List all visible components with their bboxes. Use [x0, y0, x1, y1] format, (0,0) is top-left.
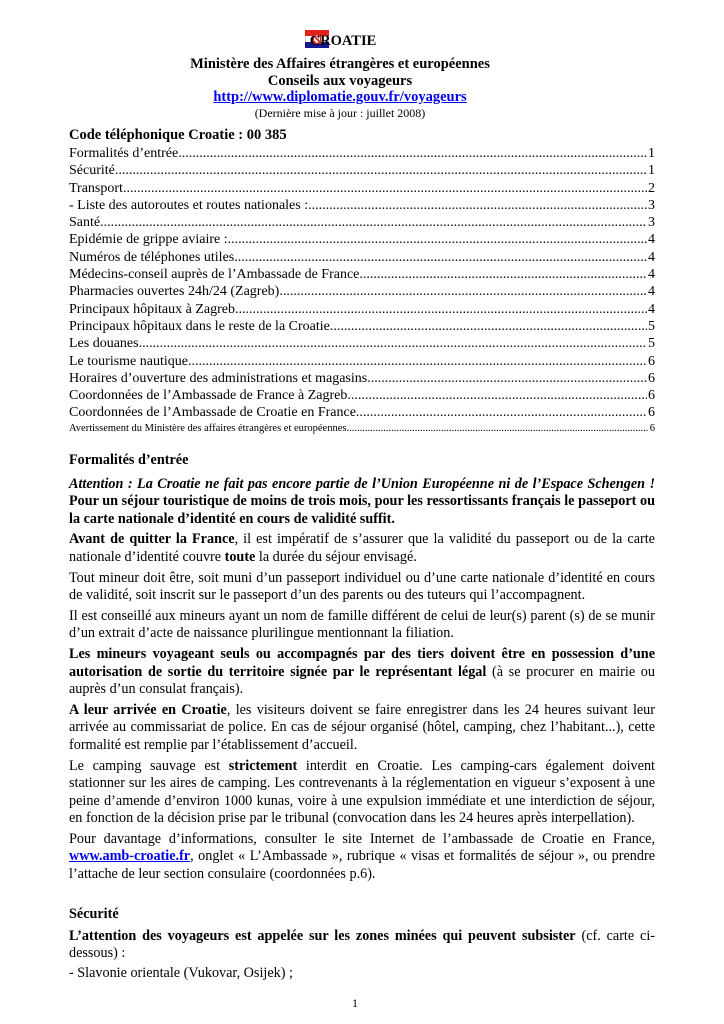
toc-leader-dots: [330, 319, 647, 335]
toc-entry[interactable]: [69, 163, 655, 180]
toc-entry[interactable]: [69, 232, 655, 249]
toc-label: Epidémie de grippe aviaire :: [69, 232, 228, 248]
toc-entry[interactable]: [69, 181, 655, 198]
sejour-text: Pour un séjour touristique de moins de trois mois, pour les ressortissants français le passeport ou la carte nationale d’identité en cours de validité suffit.: [69, 493, 655, 527]
subtitle: Conseils aux voyageurs: [267, 73, 413, 89]
toc-label: Transport: [69, 180, 123, 196]
toc-entry[interactable]: [69, 302, 655, 319]
toc-leader-dots: [123, 181, 647, 197]
toc-leader-dots: [139, 336, 647, 352]
toc-page-number: 4: [648, 232, 655, 248]
page-number: 1: [352, 996, 358, 1010]
toc-leader-dots: [115, 163, 647, 179]
toc-page-number: 6: [648, 388, 655, 404]
toc-leader-dots: [308, 198, 647, 214]
toc-entry[interactable]: [69, 198, 655, 215]
toc-entry[interactable]: [69, 319, 655, 336]
toc-leader-dots: [100, 215, 647, 231]
update-date: (Dernière mise à jour : juillet 2008): [254, 106, 426, 120]
zones-minees-end: (cf. carte ci-dessous) :: [69, 927, 655, 962]
toc-label: Horaires d’ouverture des administrations et magasins: [69, 370, 368, 386]
toc-leader-dots: [346, 423, 648, 434]
toc-leader-dots: [347, 388, 647, 404]
country-title: CROATIE: [309, 33, 377, 49]
toc-label: Les douanes: [69, 336, 139, 352]
attention-text: Attention : La Croatie ne fait pas encore partie de l’Union Européenne ni de l’Espace Schengen !: [69, 475, 655, 492]
camping-text-end: interdit en Croatie. Les camping-cars également doivent stationner sur les aires de camping. Les contrevenants à la réglementation en vigueur s’exposent à une peine d’amende d’environ 1000 kunas, voire à une expulsion immédiate et une interdiction de séjour, en fonction de la décision prise par le tribunal (convocation dans les 24 heures après interpellation).: [69, 757, 655, 827]
ambassade-link[interactable]: www.amb-croatie.fr: [69, 848, 191, 865]
phone-code: Code téléphonique Croatie : 00 385: [69, 127, 287, 143]
toc-entry[interactable]: [69, 336, 655, 353]
toc-leader-dots: [178, 146, 647, 162]
toc-entry[interactable]: [69, 284, 655, 301]
toc-label: Pharmacies ouvertes 24h/24 (Zagreb): [69, 284, 280, 300]
toc-leader-dots: [279, 284, 647, 300]
table-of-contents: [69, 146, 655, 440]
toc-page-number: 6: [648, 353, 655, 369]
toc-label: Le tourisme nautique: [69, 353, 188, 369]
mineurs-seuls-text: Les mineurs voyageant seuls ou accompagnés par des tiers doivent être en possession d’une autorisation de sortie du territoire signée par le représentant légal: [69, 645, 655, 680]
zones-minees-text: L’attention des voyageurs est appelée sur les zones minées qui peuvent subsister: [69, 927, 576, 944]
toc-page-number: 1: [648, 163, 655, 179]
toc-page-number: 4: [648, 267, 655, 283]
conseille-paragraph: Il est conseillé aux mineurs ayant un nom de famille différent de celui de leur(s) parent (s) de se munir d’un extrait d’acte de naissance plurilingue mentionnant la filiation.: [69, 607, 655, 642]
list-item: - Slavonie orientale (Vukovar, Osijek) ;: [69, 964, 293, 981]
toc-label: Coordonnées de l’Ambassade de France à Zagreb: [69, 388, 348, 404]
ministry-link[interactable]: http://www.diplomatie.gouv.fr/voyageurs: [213, 89, 467, 105]
avant-label: Avant de quitter la France: [69, 531, 235, 548]
toc-entry[interactable]: [69, 423, 655, 440]
toc-leader-dots: [235, 302, 647, 318]
toc-entry[interactable]: [69, 354, 655, 371]
section-title: Sécurité: [69, 906, 119, 922]
toc-page-number: 2: [648, 180, 655, 196]
toc-page-number: 6: [649, 422, 655, 434]
toc-label: Coordonnées de l’Ambassade de Croatie en France: [69, 405, 356, 421]
toc-entry[interactable]: [69, 146, 655, 163]
toc-leader-dots: [188, 354, 647, 370]
toc-page-number: 5: [648, 318, 655, 334]
toc-entry[interactable]: [69, 405, 655, 422]
toc-page-number: 4: [648, 249, 655, 265]
toc-label: - Liste des autoroutes et routes nationales :: [69, 197, 309, 213]
toc-page-number: 4: [648, 301, 655, 317]
arrivee-text: , les visiteurs doivent se faire enregistrer dans les 24 heures suivant leur arrivée au commissariat de police. En cas de séjour organisé (hôtel, camping, chez l’habitant...), cette formalité est remplie par l’établissement d’accueil.: [69, 701, 655, 753]
toc-page-number: 5: [648, 336, 655, 352]
section-formalites: [69, 452, 655, 884]
toc-entry[interactable]: [69, 267, 655, 284]
section-title: Formalités d’entrée: [69, 452, 189, 468]
toc-leader-dots: [367, 371, 647, 387]
toc-label: Sécurité: [69, 163, 115, 179]
strictement-word: strictement: [228, 757, 298, 774]
toc-page-number: 3: [648, 197, 655, 213]
toc-page-number: 1: [648, 146, 655, 161]
mineur-paragraph: Tout mineur doit être, soit muni d’un passeport individuel ou d’une carte nationale d’identité en cours de validité, soit inscrit sur le passeport d’un des parents ou des tuteurs qui l’accompagnent.: [69, 569, 655, 604]
toc-label: Avertissement du Ministère des affaires étrangères et européennes: [69, 422, 347, 434]
toc-label: Principaux hôpitaux dans le reste de la Croatie: [69, 318, 330, 334]
toc-page-number: 4: [648, 284, 655, 300]
toc-entry[interactable]: [69, 388, 655, 405]
info-text-end: , onglet « L’Ambassade », rubrique « visas et formalités de séjour », ou prendre l’attache de leur section consulaire (coordonnées p.6).: [69, 848, 655, 883]
toute-word: toute: [224, 548, 256, 565]
toc-label: Formalités d’entrée: [69, 146, 179, 161]
toc-leader-dots: [234, 250, 647, 266]
toc-page-number: 6: [648, 405, 655, 421]
toc-leader-dots: [356, 405, 647, 421]
section-securite: [69, 906, 655, 982]
toc-label: Santé: [69, 215, 101, 231]
toc-entry[interactable]: [69, 215, 655, 232]
ministry-title: Ministère des Affaires étrangères et européennes: [190, 56, 490, 72]
toc-page-number: 3: [648, 215, 655, 231]
toc-label: Médecins-conseil auprès de l’Ambassade de France: [69, 267, 360, 283]
info-text: Pour davantage d’informations, consulter le site Internet de l’ambassade de Croatie en France,: [69, 830, 655, 847]
camping-text: Le camping sauvage est: [69, 757, 229, 774]
toc-label: Numéros de téléphones utiles: [69, 249, 235, 265]
toc-label: Principaux hôpitaux à Zagreb: [69, 301, 236, 317]
toc-leader-dots: [359, 267, 647, 283]
toc-leader-dots: [228, 232, 647, 248]
mineurs-seuls-end: (à se procurer en mairie ou auprès d’un consulat français).: [69, 663, 655, 698]
toc-page-number: 6: [648, 370, 655, 386]
arrivee-label: A leur arrivée en Croatie: [69, 701, 227, 718]
avant-text-end: la durée du séjour envisagé.: [255, 548, 417, 565]
toc-entry[interactable]: [69, 371, 655, 388]
toc-entry[interactable]: [69, 250, 655, 267]
avant-text: , il est impératif de s’assurer que la validité du passeport ou de la carte nationale d’identité couvre: [69, 531, 655, 565]
